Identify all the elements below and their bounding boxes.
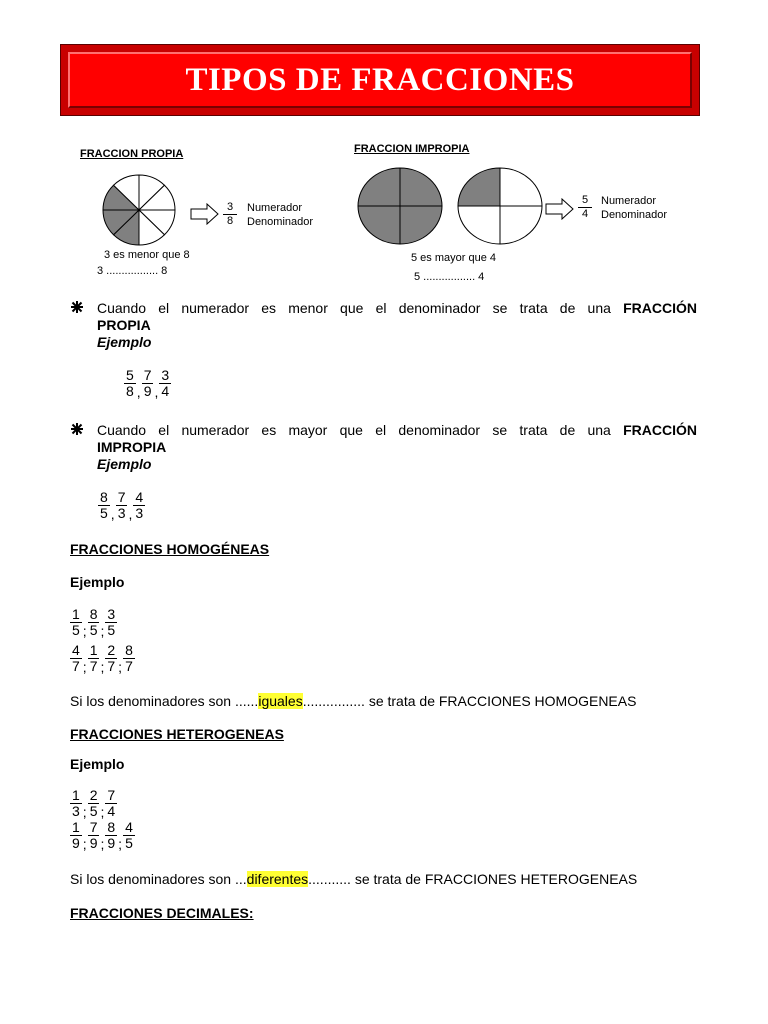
fraction-numerator: 7 [89,819,98,835]
homogeneas-ejemplo: Ejemplo [70,574,125,590]
propia-fill-in: 3 ................. 8 [97,265,168,277]
heterogeneas-heading: FRACCIONES HETEROGENEAS [70,726,284,742]
fraction [98,490,110,521]
fraction-numerator: 3 [107,606,116,622]
fraction-numerator: 4 [125,819,133,835]
fraction-numerator: 8 [125,642,133,658]
fraction [70,788,82,819]
impropia-pie-partial [456,166,544,246]
propia-num-label: Numerador [247,202,303,214]
pie-slice [458,168,500,206]
heterogeneas-row2 [70,820,135,851]
propia-rule-bold: FRACCIÓN [623,300,698,316]
fraction [88,607,100,638]
impropia-example-fractions [98,490,145,521]
fraction-denominator: 9 [107,835,116,851]
fraction [105,643,117,674]
fraction-denominator: 7 [125,658,133,674]
fraction-denominator: 5 [107,622,116,638]
asterisk-bullet-icon [71,301,83,313]
fraction-numerator: 7 [143,367,152,383]
fraction-numerator: 8 [107,819,116,835]
impropia-pie-partial-slices [458,168,542,244]
fraction [159,368,171,399]
homogeneas-heading: FRACCIONES HOMOGÉNEAS [70,541,270,557]
fraction [88,820,100,851]
fraction-denominator: 5 [100,505,108,521]
fraction-separator: , [128,506,133,522]
impropia-fraction [578,194,592,221]
impropia-denominator: 4 [582,208,589,220]
asterisk-bullet-icon [71,423,83,435]
pie-slice [358,206,400,244]
fraction-numerator: 2 [89,787,98,803]
pie-slice [458,206,500,244]
heterogeneas-sentence-pre: Si los denominadores son ... [70,871,247,887]
impropia-den-label: Denominador [601,209,668,221]
fraction-numerator: 1 [72,606,80,622]
fraction-denominator: 9 [72,835,80,851]
pie-slice [500,206,542,244]
fraction [123,820,135,851]
fraction [70,607,82,638]
fraction-denominator: 3 [72,803,80,819]
fraction-denominator: 7 [72,658,80,674]
fraction-denominator: 4 [161,383,170,399]
fraction-numerator: 8 [100,489,108,505]
fraction [133,490,145,521]
homogeneas-answer: iguales [258,693,303,709]
propia-den-label: Denominador [247,216,314,228]
homogeneas-sentence-post: ................ se trata de FRACCIONES HOMOGENEAS [302,693,637,709]
pie-slice [358,168,400,206]
fraction-separator: ; [82,659,87,675]
impropia-numerator: 5 [578,194,592,208]
fraction-denominator: 3 [117,505,126,521]
propia-pie-slices [103,175,175,245]
title-banner [60,44,700,116]
impropia-pie-full-slices [358,168,442,244]
impropia-rule-text: Cuando el numerador es mayor que el denominador se trata de una [97,422,611,438]
fraction-separator: ; [82,623,87,639]
impropia-rule-line1 [97,422,697,439]
fraction [116,490,128,521]
propia-pie-chart [100,173,178,247]
impropia-num-label: Numerador [601,195,657,207]
impropia-ejemplo: Ejemplo [97,456,152,472]
fraction-numerator: 1 [72,787,80,803]
fraction-denominator: 5 [72,622,80,638]
arrow-right-icon [190,203,220,225]
title-banner-inner [68,52,692,108]
impropia-caption: 5 es mayor que 4 [411,252,496,264]
fraction [124,368,136,399]
fraction [70,643,82,674]
fraction-numerator: 2 [107,642,116,658]
page-title: TIPOS DE FRACCIONES [185,61,575,98]
propia-numerator: 3 [223,201,237,215]
fraction-separator: ; [118,836,123,852]
fraction-separator: ; [100,804,105,820]
fraction [105,607,117,638]
fraction-denominator: 5 [89,622,98,638]
pie-slice [400,206,442,244]
fraction-separator: , [136,384,141,400]
fraction-separator: ; [100,836,105,852]
heterogeneas-sentence [70,871,637,888]
fraction-separator: ; [82,836,87,852]
arrow-right-icon [545,198,575,220]
propia-diagram-label: FRACCION PROPIA [80,148,184,160]
fraction-numerator: 5 [126,367,134,383]
fraction [70,820,82,851]
decimales-heading: FRACCIONES DECIMALES: [70,905,254,921]
fraction [142,368,154,399]
homogeneas-sentence-pre: Si los denominadores son ...... [70,693,259,709]
fraction-separator: ; [118,659,123,675]
propia-fraction [223,201,237,228]
fraction-numerator: 3 [161,367,170,383]
pie-slice [400,168,442,206]
fraction-denominator: 9 [89,835,98,851]
homogeneas-row2 [70,643,135,674]
impropia-diagram-label: FRACCION IMPROPIA [354,143,470,155]
fraction-numerator: 4 [72,642,80,658]
homogeneas-sentence [70,693,636,710]
impropia-fill-in: 5 ................. 4 [414,271,485,283]
heterogeneas-sentence-post: ........... se trata de FRACCIONES HETEROGENEAS [308,871,638,887]
propia-rule-line1 [97,300,697,317]
fraction-denominator: 8 [126,383,134,399]
propia-caption: 3 es menor que 8 [104,249,190,261]
propia-denominator: 8 [227,215,234,227]
fraction-denominator: 3 [135,505,144,521]
fraction [123,643,135,674]
heterogeneas-ejemplo: Ejemplo [70,756,125,772]
homogeneas-row1 [70,607,117,638]
fraction-numerator: 7 [107,787,116,803]
fraction-denominator: 4 [107,803,116,819]
fraction-separator: , [154,384,159,400]
fraction-separator: ; [100,623,105,639]
fraction [88,788,100,819]
fraction-denominator: 7 [89,658,98,674]
heterogeneas-answer: diferentes [246,871,309,887]
fraction-denominator: 5 [89,803,98,819]
fraction-separator: ; [100,659,105,675]
propia-ejemplo: Ejemplo [97,334,152,350]
fraction-numerator: 1 [72,819,80,835]
fraction [105,788,117,819]
impropia-pie-full [356,166,444,246]
impropia-rule-line2: IMPROPIA [97,439,167,455]
fraction [88,643,100,674]
fraction-denominator: 7 [107,658,116,674]
fraction-separator: ; [82,804,87,820]
propia-example-fractions [124,368,171,399]
propia-legend [247,201,313,229]
pie-slice [500,168,542,206]
fraction [105,820,117,851]
fraction-numerator: 4 [135,489,144,505]
impropia-legend [601,194,667,222]
fraction-numerator: 1 [89,642,98,658]
heterogeneas-row1 [70,788,117,819]
impropia-rule-bold: FRACCIÓN [623,422,697,438]
fraction-denominator: 9 [143,383,152,399]
fraction-numerator: 7 [117,489,126,505]
propia-rule-line2: PROPIA [97,317,151,333]
fraction-separator: , [110,506,115,522]
propia-rule-text: Cuando el numerador es menor que el denominador se trata de una [97,300,611,316]
fraction-denominator: 5 [125,835,133,851]
fraction-numerator: 8 [89,606,98,622]
